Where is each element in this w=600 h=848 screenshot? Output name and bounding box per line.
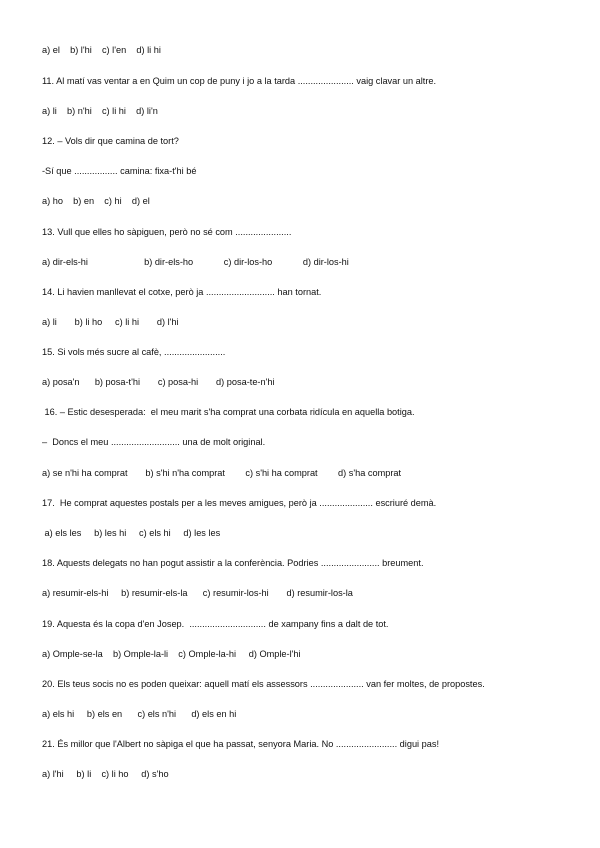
answer-options-13: a) dir-els-hi b) dir-els-ho c) dir-los-ho d) dir-los-hi: [42, 257, 349, 267]
question-18: 18. Aquests delegats no han pogut assistir a la conferència. Podries ....................... breument.: [42, 558, 424, 568]
answer-options-11: a) li b) n'hi c) li hi d) li'n: [42, 106, 158, 116]
question-17: 17. He comprat aquestes postals per a les meves amigues, però ja ..................... escriuré demà.: [42, 498, 437, 508]
question-20: 20. Els teus socis no es poden queixar: aquell matí els assessors ..................... van fer moltes, de propostes.: [42, 679, 485, 689]
answer-options-21: a) l'hi b) li c) li ho d) s'ho: [42, 769, 169, 779]
answer-options-10: a) el b) l'hi c) l'en d) li hi: [42, 45, 161, 55]
question-21: 21. És millor que l'Albert no sàpiga el que ha passat, senyora Maria. No ........................ digui pas!: [42, 739, 440, 749]
answer-options-19: a) Omple-se-la b) Omple-la-li c) Omple-la-hi d) Omple-l'hi: [42, 649, 301, 659]
question-11: 11. Al matí vas ventar a en Quim un cop de puny i jo a la tarda ...................... vaig clavar un altre.: [42, 76, 437, 86]
question-12: 12. – Vols dir que camina de tort?: [42, 136, 179, 146]
answer-options-18: a) resumir-els-hi b) resumir-els-la c) resumir-los-hi d) resumir-los-la: [42, 588, 353, 598]
question-12-reply: -Sí que ................. camina: fixa-t'hi bé: [42, 166, 197, 176]
question-13: 13. Vull que elles ho sàpiguen, però no sé com ......................: [42, 227, 292, 237]
question-14: 14. Li havien manllevat el cotxe, però ja ........................... han tornat.: [42, 287, 322, 297]
question-15: 15. Si vols més sucre al cafè, ........................: [42, 347, 226, 357]
answer-options-20: a) els hi b) els en c) els n'hi d) els en hi: [42, 709, 237, 719]
question-16-reply: – Doncs el meu ........................... una de molt original.: [42, 437, 266, 447]
question-16: 16. – Estic desesperada: el meu marit s'ha comprat una corbata ridícula en aquella botiga.: [42, 407, 415, 417]
answer-options-17: a) els les b) les hi c) els hi d) les les: [42, 528, 221, 538]
answer-options-12: a) ho b) en c) hi d) el: [42, 196, 150, 206]
answer-options-14: a) li b) li ho c) li hi d) l'hi: [42, 317, 179, 327]
question-19: 19. Aquesta és la copa d'en Josep. .............................. de xampany fins a dalt de tot.: [42, 619, 389, 629]
answer-options-15: a) posa'n b) posa-t'hi c) posa-hi d) posa-te-n'hi: [42, 377, 275, 387]
answer-options-16: a) se n'hi ha comprat b) s'hi n'ha comprat c) s'hi ha comprat d) s'ha comprat: [42, 468, 402, 478]
